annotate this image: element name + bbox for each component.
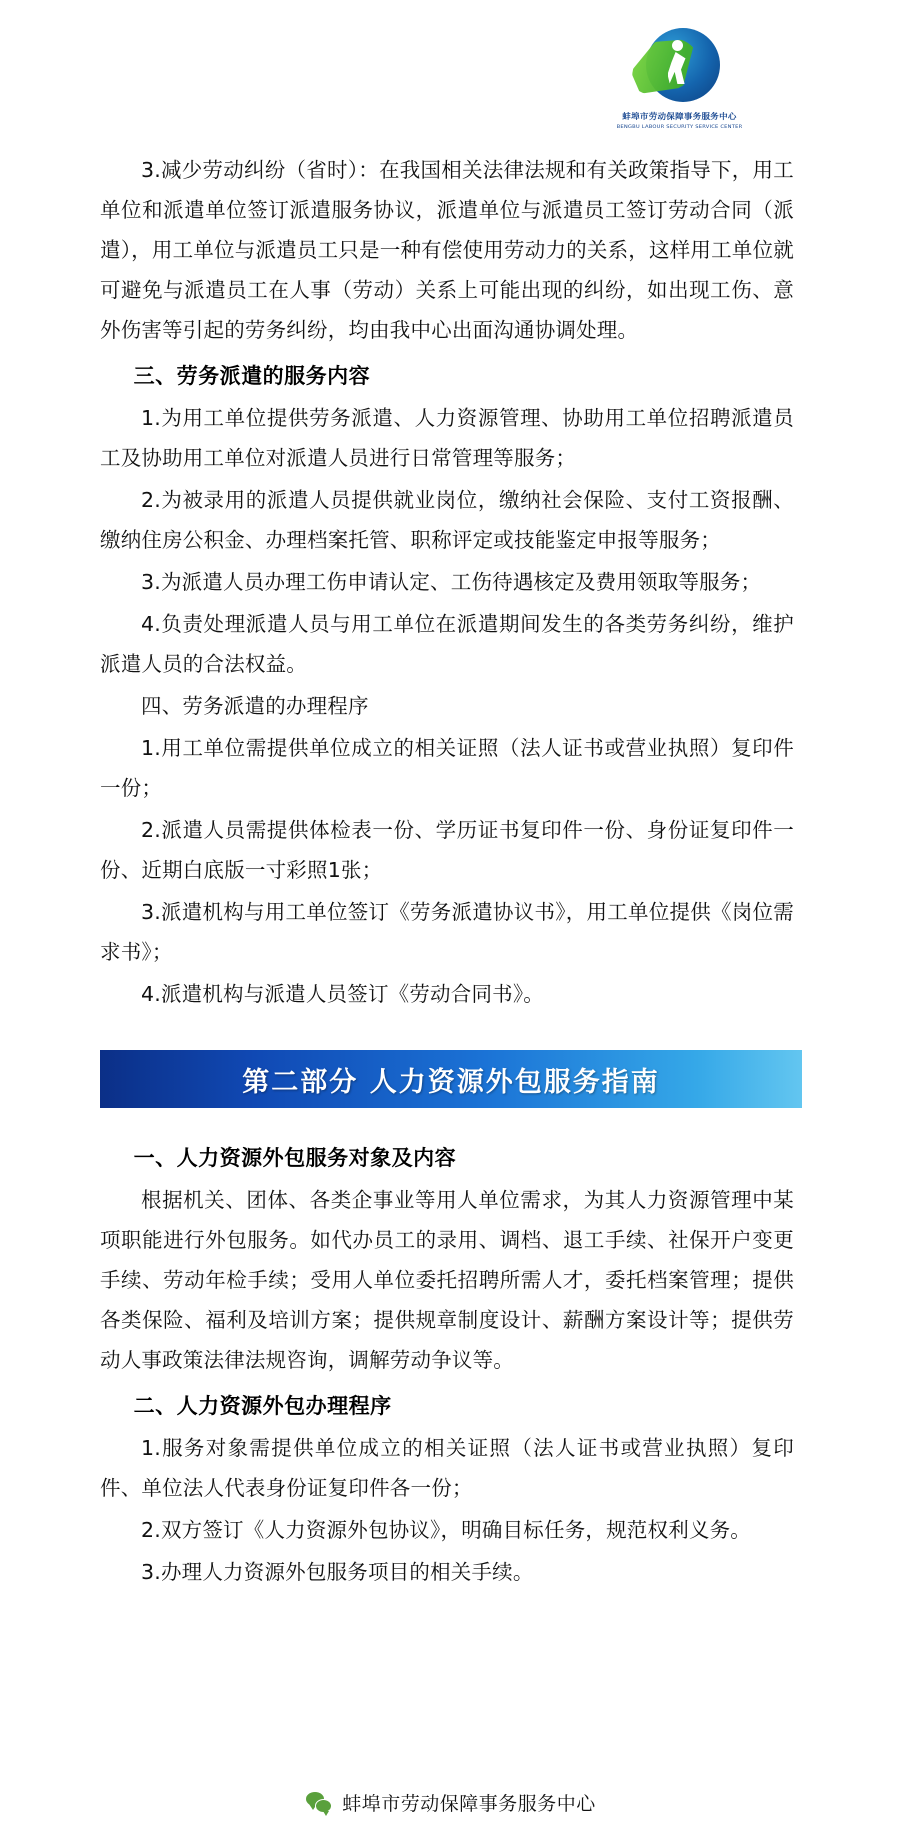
logo-badge-icon — [628, 28, 732, 106]
logo-english-name: BENGBU LABOUR SECURITY SERVICE CENTER — [616, 124, 743, 130]
section-banner-wrap — [0, 1050, 902, 1108]
footer-account-name: 蚌埠市劳动保障事务服务中心 — [342, 1793, 596, 1815]
star-icon: ✦ — [710, 32, 724, 50]
page-header — [0, 0, 902, 150]
section-banner — [100, 1050, 802, 1108]
heading-service-content: 三、劳务派遣的服务内容 — [133, 364, 371, 388]
service-item-2: 2.为被录用的派遣人员提供就业岗位，缴纳社会保险、支付工资报酬、缴纳住房公积金、办理档案托管、职称评定或技能鉴定申报等服务； — [100, 488, 794, 552]
outsourcing-procedure-item-1: 1.服务对象需提供单位成立的相关证照（法人证书或营业执照）复印件、单位法人代表身份证复印件各一份； — [100, 1436, 794, 1500]
page-footer — [0, 1789, 902, 1816]
paragraph-reduce-disputes: 3.减少劳动纠纷（省时）：在我国相关法律法规和有关政策指导下，用工单位和派遣单位签订派遣服务协议，派遣单位与派遣员工签订劳动合同（派遣），用工单位与派遣员工只是一种有偿使用劳动力的关系，这样用工单位就可避免与派遣员工在人事（劳动）关系上可能出现的纠纷，如出现工伤、意外伤害等引起的劳务纠纷，均由我中心出面沟通协调处理。 — [100, 158, 794, 342]
service-item-1: 1.为用工单位提供劳务派遣、人力资源管理、协助用工单位招聘派遣员工及协助用工单位对派遣人员进行日常管理等服务； — [100, 406, 794, 470]
heading-outsourcing-scope: 一、人力资源外包服务对象及内容 — [133, 1146, 457, 1170]
procedure-item-2: 2.派遣人员需提供体检表一份、学历证书复印件一份、身份证复印件一份、近期白底版一寸彩照1张； — [100, 818, 794, 882]
outsourcing-procedure-item-3: 3.办理人力资源外包服务项目的相关手续。 — [141, 1560, 534, 1584]
banner-title: 第二部分 人力资源外包服务指南 — [242, 1066, 660, 1098]
service-item-4: 4.负责处理派遣人员与用工单位在派遣期间发生的各类劳务纠纷，维护派遣人员的合法权益。 — [100, 612, 794, 676]
runner-head-shape — [672, 40, 683, 51]
runner-body-shape — [668, 52, 686, 84]
runner-figure-icon — [666, 40, 688, 90]
outsourcing-procedure-item-2: 2.双方签订《人力资源外包协议》，明确目标任务，规范权利义务。 — [141, 1518, 752, 1542]
logo-chinese-name: 蚌埠市劳动保障事务服务中心 — [622, 112, 737, 122]
paragraph-outsourcing-content: 根据机关、团体、各类企事业等用人单位需求，为其人力资源管理中某项职能进行外包服务。如代办员工的录用、调档、退工手续、社保开户变更手续、劳动年检手续；受用人单位委托招聘所需人才，委托档案管理；提供各类保险、福利及培训方案；提供规章制度设计、薪酬方案设计等；提供劳动人事政策法律法规咨询，调解劳动争议等。 — [100, 1188, 794, 1372]
procedure-item-1: 1.用工单位需提供单位成立的相关证照（法人证书或营业执照）复印件一份； — [100, 736, 794, 800]
service-item-3: 3.为派遣人员办理工伤申请认定、工伤待遇核定及费用领取等服务； — [141, 570, 762, 594]
procedure-item-3: 3.派遣机构与用工单位签订《劳务派遣协议书》，用工单位提供《岗位需求书》； — [100, 900, 794, 964]
procedure-item-4: 4.派遣机构与派遣人员签订《劳动合同书》。 — [141, 982, 545, 1006]
document-body-part-two — [0, 1138, 902, 1592]
wechat-icon — [306, 1792, 332, 1813]
heading-dispatch-procedure: 四、劳务派遣的办理程序 — [141, 694, 369, 718]
organization-logo — [592, 28, 767, 130]
document-body — [0, 150, 902, 1014]
heading-outsourcing-procedure: 二、人力资源外包办理程序 — [133, 1394, 392, 1418]
